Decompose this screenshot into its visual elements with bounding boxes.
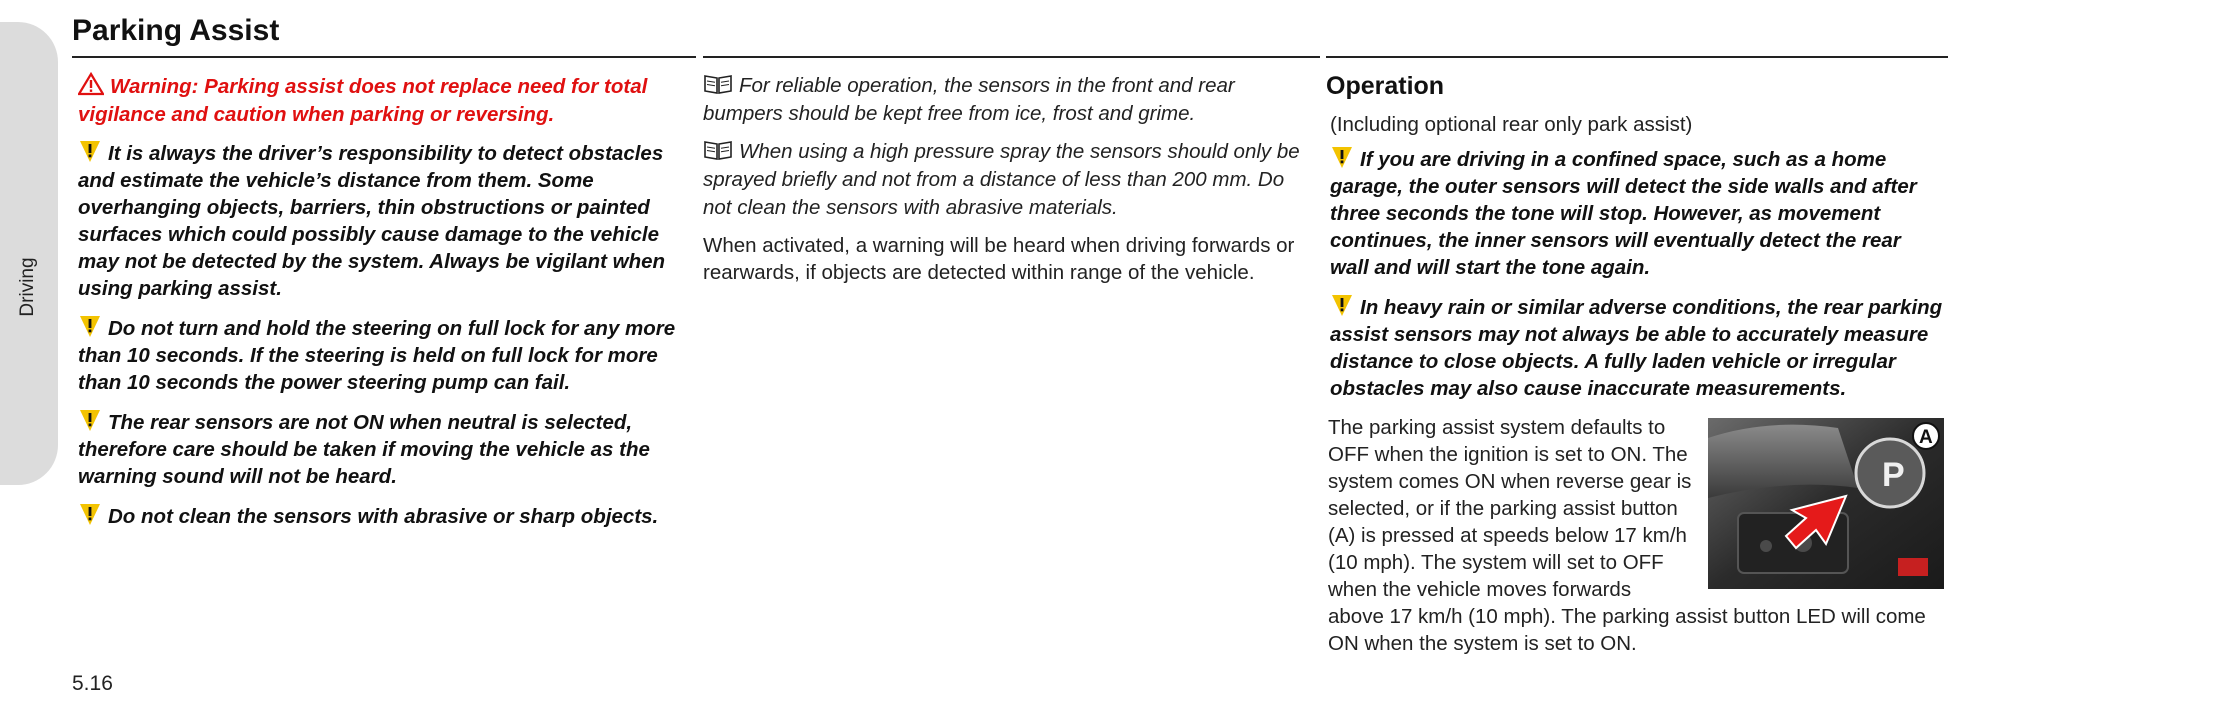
caution-exclamation-icon <box>1330 293 1354 317</box>
side-tab-label: Driving <box>17 257 38 317</box>
column-rule <box>72 56 696 58</box>
console-photo-illustration <box>1708 418 1944 589</box>
caution-exclamation-icon <box>78 314 102 338</box>
caution-text: In heavy rain or similar adverse conditions, the rear parking assist sensors may not always be able to accurately measure distance to close objects. A fully laden vehicle or irregular obstacles may also cause inaccurate measurements. <box>1330 296 1943 400</box>
caution-exclamation-icon <box>78 502 102 526</box>
caution-text: Do not clean the sensors with abrasive or sharp objects. <box>108 505 659 528</box>
warning-paragraph <box>78 72 690 129</box>
note-paragraph <box>703 72 1313 128</box>
figure-callout-label: A <box>1919 427 1933 448</box>
side-tab <box>0 22 58 485</box>
caution-exclamation-icon <box>78 139 102 163</box>
caution-paragraph <box>78 502 690 530</box>
warning-triangle-icon <box>78 72 104 96</box>
warning-text: Warning: Parking assist does not replace need for total vigilance and caution when parking or reversing. <box>78 75 648 126</box>
open-book-icon <box>703 73 733 95</box>
column-3 <box>1326 72 1944 667</box>
note-text: For reliable operation, the sensors in the front and rear bumpers should be kept free from ice, frost and grime. <box>703 74 1235 125</box>
note-paragraph <box>703 138 1313 222</box>
caution-paragraph <box>1330 293 1944 402</box>
section-heading: Operation <box>1326 72 1445 100</box>
page-title: Parking Assist <box>72 14 280 47</box>
caution-paragraph <box>78 408 690 490</box>
column-rule <box>703 56 1320 58</box>
caution-text: It is always the driver’s responsibility to detect obstacles and estimate the vehicle’s distance from them. Some overhanging objects, barriers, thin obstructions or painted surfaces which could possibly cause damage to the vehicle may not be detected by the system. Always be vigilant when using parking assist. <box>78 142 666 300</box>
caution-exclamation-icon <box>78 408 102 432</box>
caution-text: The rear sensors are not ON when neutral is selected, therefore care should be taken if moving the vehicle as the warning sound will not be heard. <box>78 411 650 488</box>
note-text: When using a high pressure spray the sensors should only be sprayed briefly and not from a distance of less than 200 mm. Do not clean the sensors with abrasive materials. <box>703 140 1300 219</box>
body-paragraph: The parking assist system defaults to OFF when the ignition is set to ON. The system comes ON when reverse gear is selected, or if the parking assist button (A) is pressed at speeds below 17 km/h (10 mph). The system will set to OFF when the vehicle moves forwards above 17 km/h (10 mph). The parking assist button LED will come ON when the system is set to ON. <box>1328 416 1926 655</box>
column-rule <box>1326 56 1948 58</box>
column-2 <box>703 72 1313 296</box>
caution-exclamation-icon <box>1330 145 1354 169</box>
parking-assist-button-photo <box>1708 418 1944 589</box>
button-p-label: P <box>1882 456 1905 494</box>
column-1 <box>78 72 690 542</box>
caution-text: If you are driving in a confined space, such as a home garage, the outer sensors will detect the side walls and after three seconds the tone will stop. However, as movement continues, the inner sensors will eventually detect the rear wall and will start the tone again. <box>1330 148 1917 279</box>
caution-paragraph <box>78 314 690 396</box>
page-number: 5.16 <box>72 672 113 695</box>
operation-body <box>1326 414 1944 657</box>
body-paragraph: When activated, a warning will be heard when driving forwards or rearwards, if objects are detected within range of the vehicle. <box>703 234 1295 284</box>
open-book-icon <box>703 139 733 161</box>
caution-paragraph <box>78 139 690 302</box>
section-subheading: (Including optional rear only park assist) <box>1330 113 1693 136</box>
caution-text: Do not turn and hold the steering on full lock for any more than 10 seconds. If the steering is held on full lock for more than 10 seconds the power steering pump can fail. <box>78 317 676 394</box>
caution-paragraph <box>1330 145 1944 281</box>
